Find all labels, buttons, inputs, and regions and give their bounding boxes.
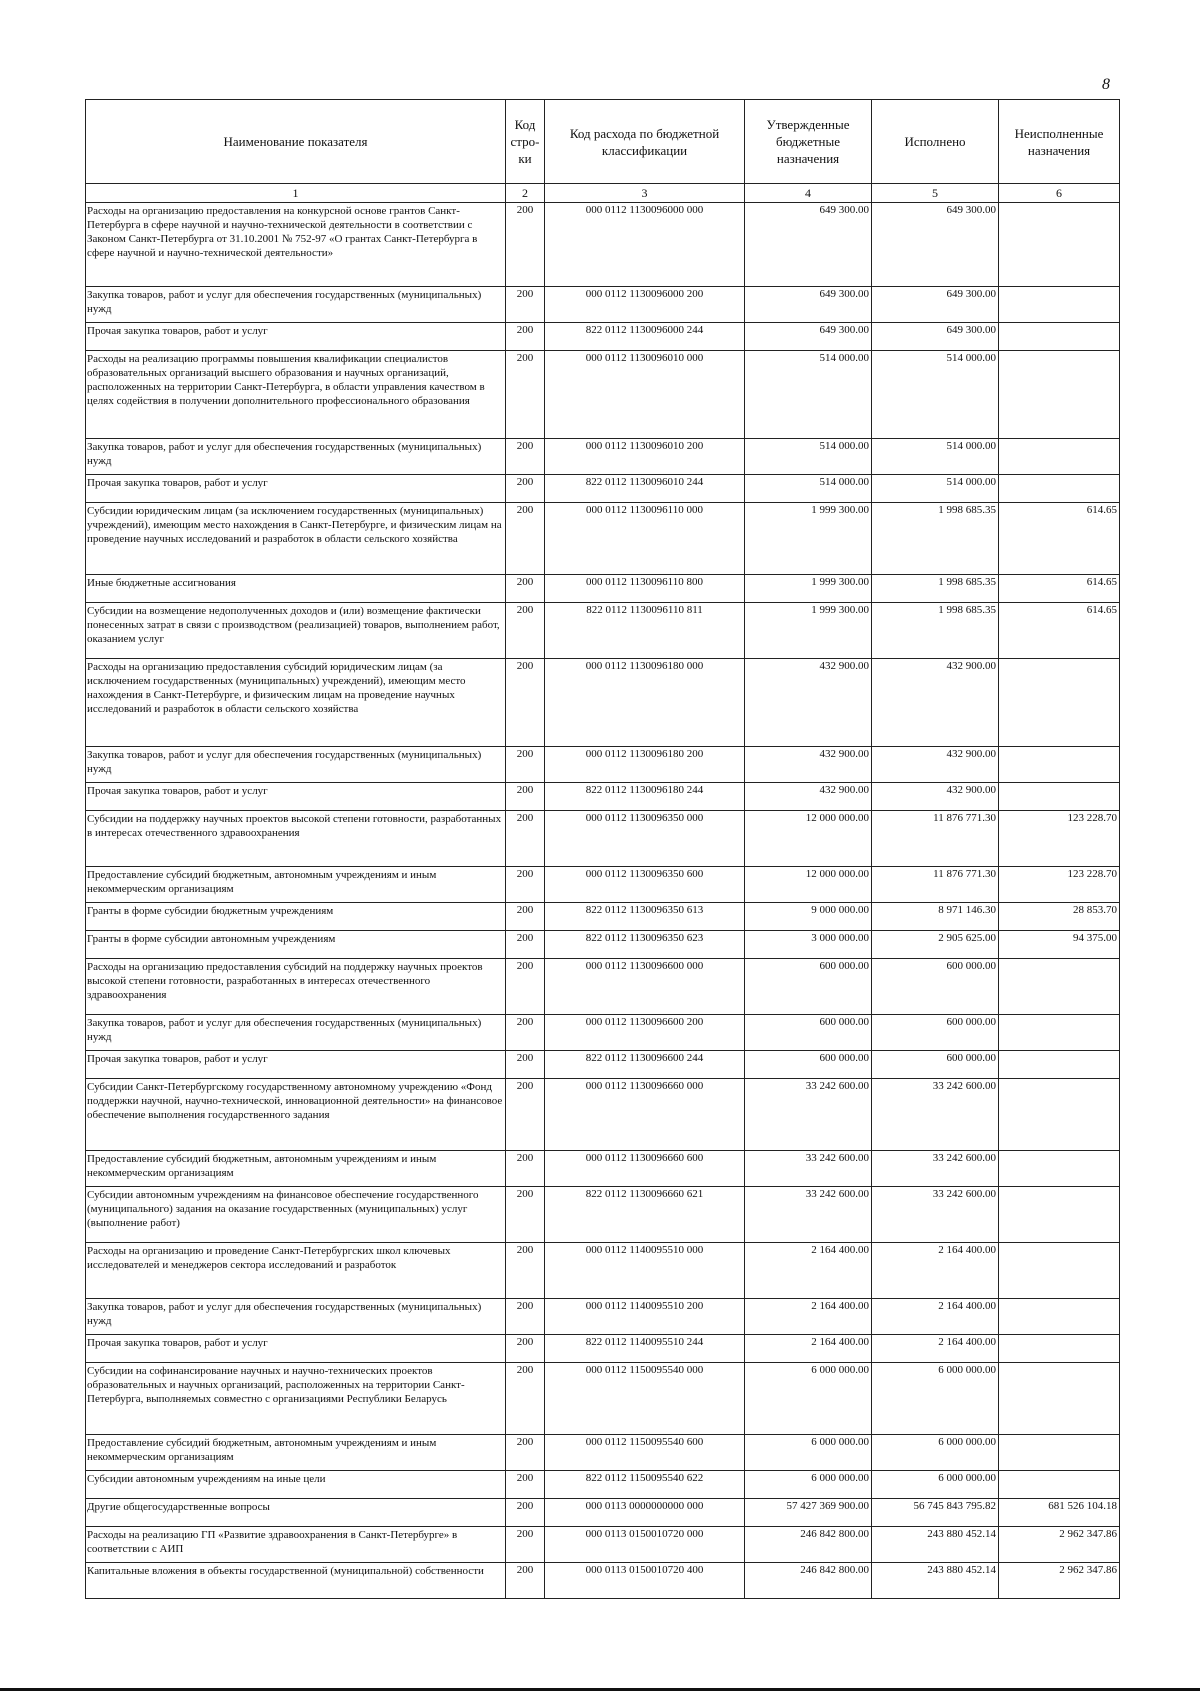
- expense-code: 822 0112 1130096010 244: [545, 475, 745, 503]
- executed-amount: 6 000 000.00: [872, 1363, 999, 1435]
- expense-code: 000 0113 0150010720 400: [545, 1563, 745, 1599]
- table-row: [86, 1527, 1120, 1563]
- expense-code: 822 0112 1140095510 244: [545, 1335, 745, 1363]
- unexecuted-amount: 2 962 347.86: [999, 1527, 1120, 1563]
- table-row: [86, 959, 1120, 1015]
- row-name: Иные бюджетные ассигнования: [86, 575, 506, 603]
- row-name: Субсидии автономным учреждениям на иные цели: [86, 1471, 506, 1499]
- row-name: Субсидии на софинансирование научных и научно-технических проектов образовательных и научных организаций, расположенных на территории Санкт-Петербурга, выполняемых совместно с организациями Республики Беларусь: [86, 1363, 506, 1435]
- unexecuted-amount: 614.65: [999, 503, 1120, 575]
- row-name: Прочая закупка товаров, работ и услуг: [86, 1051, 506, 1079]
- expense-code: 822 0112 1130096110 811: [545, 603, 745, 659]
- unexecuted-amount: [999, 475, 1120, 503]
- table-row: [86, 867, 1120, 903]
- approved-amount: 514 000.00: [745, 439, 872, 475]
- approved-amount: 33 242 600.00: [745, 1151, 872, 1187]
- unexecuted-amount: [999, 1015, 1120, 1051]
- expense-code: 000 0112 1140095510 200: [545, 1299, 745, 1335]
- approved-amount: 600 000.00: [745, 1051, 872, 1079]
- row-name: Субсидии Санкт-Петербургскому государственному автономному учреждению «Фонд поддержки научной, научно-технической, инновационной деятельности» на финансовое обеспечение выполнения государственного задания: [86, 1079, 506, 1151]
- expense-code: 822 0112 1130096600 244: [545, 1051, 745, 1079]
- budget-execution-table: [85, 99, 1120, 1599]
- row-code: 200: [506, 1079, 545, 1151]
- row-name: Прочая закупка товаров, работ и услуг: [86, 1335, 506, 1363]
- table-row: [86, 1243, 1120, 1299]
- executed-amount: 6 000 000.00: [872, 1471, 999, 1499]
- row-code: 200: [506, 1243, 545, 1299]
- row-name: Капитальные вложения в объекты государственной (муниципальной) собственности: [86, 1563, 506, 1599]
- column-number: 5: [872, 184, 999, 203]
- approved-amount: 600 000.00: [745, 1015, 872, 1051]
- expense-code: 822 0112 1130096000 244: [545, 323, 745, 351]
- unexecuted-amount: [999, 959, 1120, 1015]
- approved-amount: 33 242 600.00: [745, 1187, 872, 1243]
- table-body: [86, 203, 1120, 1599]
- unexecuted-amount: [999, 783, 1120, 811]
- expense-code: 000 0112 1130096180 000: [545, 659, 745, 747]
- expense-code: 000 0112 1150095540 000: [545, 1363, 745, 1435]
- row-name: Расходы на организацию предоставления субсидий юридическим лицам (за исключением государственных (муниципальных) учреждений), имеющим место нахождения в Санкт-Петербурге, и физическим лицам на проведение научных исследований и разработок в области сельского хозяйства: [86, 659, 506, 747]
- approved-amount: 33 242 600.00: [745, 1079, 872, 1151]
- row-code: 200: [506, 1015, 545, 1051]
- executed-amount: 2 905 625.00: [872, 931, 999, 959]
- row-name: Прочая закупка товаров, работ и услуг: [86, 475, 506, 503]
- row-code: 200: [506, 747, 545, 783]
- table-row: [86, 1563, 1120, 1599]
- table-row: [86, 903, 1120, 931]
- table-row: [86, 931, 1120, 959]
- row-name: Расходы на организацию предоставления на конкурсной основе грантов Санкт-Петербурга в сфере научной и научно-технической деятельности в соответствии с Законом Санкт-Петербурга от 31.10.2001 № 752-97 «О грантах Санкт-Петербурга в сфере научной и научно-технической деятельности»: [86, 203, 506, 287]
- unexecuted-amount: [999, 1243, 1120, 1299]
- row-name: Предоставление субсидий бюджетным, автономным учреждениям и иным некоммерческим организациям: [86, 1435, 506, 1471]
- executed-amount: 2 164 400.00: [872, 1299, 999, 1335]
- row-code: 200: [506, 351, 545, 439]
- row-name: Закупка товаров, работ и услуг для обеспечения государственных (муниципальных) нужд: [86, 439, 506, 475]
- approved-amount: 12 000 000.00: [745, 811, 872, 867]
- expense-code: 000 0113 0000000000 000: [545, 1499, 745, 1527]
- column-number: 2: [506, 184, 545, 203]
- executed-amount: 243 880 452.14: [872, 1527, 999, 1563]
- executed-amount: 11 876 771.30: [872, 811, 999, 867]
- approved-amount: 1 999 300.00: [745, 503, 872, 575]
- unexecuted-amount: 28 853.70: [999, 903, 1120, 931]
- table-row: [86, 1363, 1120, 1435]
- executed-amount: 8 971 146.30: [872, 903, 999, 931]
- row-code: 200: [506, 1363, 545, 1435]
- executed-amount: 56 745 843 795.82: [872, 1499, 999, 1527]
- unexecuted-amount: [999, 287, 1120, 323]
- unexecuted-amount: 2 962 347.86: [999, 1563, 1120, 1599]
- approved-amount: 1 999 300.00: [745, 575, 872, 603]
- unexecuted-amount: [999, 1079, 1120, 1151]
- expense-code: 000 0112 1130096110 000: [545, 503, 745, 575]
- expense-code: 000 0112 1130096180 200: [545, 747, 745, 783]
- table-row: [86, 1079, 1120, 1151]
- unexecuted-amount: 94 375.00: [999, 931, 1120, 959]
- table-row: [86, 1471, 1120, 1499]
- row-name: Закупка товаров, работ и услуг для обеспечения государственных (муниципальных) нужд: [86, 747, 506, 783]
- executed-amount: 2 164 400.00: [872, 1243, 999, 1299]
- expense-code: 822 0112 1130096660 621: [545, 1187, 745, 1243]
- approved-amount: 649 300.00: [745, 287, 872, 323]
- expense-code: 822 0112 1130096350 623: [545, 931, 745, 959]
- row-name: Субсидии на возмещение недополученных доходов и (или) возмещение фактически понесенных затрат в связи с производством (реализацией) товаров, выполнением работ, оказанием услуг: [86, 603, 506, 659]
- executed-amount: 514 000.00: [872, 475, 999, 503]
- expense-code: 000 0112 1130096660 600: [545, 1151, 745, 1187]
- executed-amount: 600 000.00: [872, 1015, 999, 1051]
- table-row: [86, 1051, 1120, 1079]
- row-name: Закупка товаров, работ и услуг для обеспечения государственных (муниципальных) нужд: [86, 1015, 506, 1051]
- executed-amount: 1 998 685.35: [872, 503, 999, 575]
- row-code: 200: [506, 1335, 545, 1363]
- column-number: 1: [86, 184, 506, 203]
- row-name: Субсидии на поддержку научных проектов высокой степени готовности, разработанных в интересах отечественного здравоохранения: [86, 811, 506, 867]
- row-code: 200: [506, 1471, 545, 1499]
- expense-code: 000 0112 1150095540 600: [545, 1435, 745, 1471]
- approved-amount: 2 164 400.00: [745, 1335, 872, 1363]
- table-row: [86, 1499, 1120, 1527]
- executed-amount: 432 900.00: [872, 747, 999, 783]
- unexecuted-amount: 614.65: [999, 603, 1120, 659]
- row-code: 200: [506, 1051, 545, 1079]
- header-row-code: Код стро-ки: [506, 100, 545, 184]
- executed-amount: 1 998 685.35: [872, 575, 999, 603]
- table-row: [86, 575, 1120, 603]
- approved-amount: 3 000 000.00: [745, 931, 872, 959]
- approved-amount: 6 000 000.00: [745, 1471, 872, 1499]
- row-code: 200: [506, 439, 545, 475]
- unexecuted-amount: [999, 659, 1120, 747]
- row-code: 200: [506, 1435, 545, 1471]
- row-name: Прочая закупка товаров, работ и услуг: [86, 783, 506, 811]
- table-row: [86, 1435, 1120, 1471]
- executed-amount: 514 000.00: [872, 439, 999, 475]
- unexecuted-amount: [999, 323, 1120, 351]
- row-code: 200: [506, 867, 545, 903]
- executed-amount: 6 000 000.00: [872, 1435, 999, 1471]
- row-name: Гранты в форме субсидии бюджетным учреждениям: [86, 903, 506, 931]
- row-name: Закупка товаров, работ и услуг для обеспечения государственных (муниципальных) нужд: [86, 287, 506, 323]
- table-row: [86, 747, 1120, 783]
- row-code: 200: [506, 287, 545, 323]
- row-code: 200: [506, 1299, 545, 1335]
- executed-amount: 11 876 771.30: [872, 867, 999, 903]
- unexecuted-amount: 123 228.70: [999, 867, 1120, 903]
- row-code: 200: [506, 575, 545, 603]
- executed-amount: 600 000.00: [872, 959, 999, 1015]
- table-header: [86, 100, 1120, 203]
- executed-amount: 432 900.00: [872, 783, 999, 811]
- expense-code: 000 0112 1130096010 200: [545, 439, 745, 475]
- row-code: 200: [506, 323, 545, 351]
- row-name: Субсидии юридическим лицам (за исключением государственных (муниципальных) учреждений), имеющим место нахождения в Санкт-Петербурге, и физическим лицам на проведение научных исследований и разработок в области сельского хозяйства: [86, 503, 506, 575]
- approved-amount: 57 427 369 900.00: [745, 1499, 872, 1527]
- approved-amount: 12 000 000.00: [745, 867, 872, 903]
- executed-amount: 649 300.00: [872, 203, 999, 287]
- row-code: 200: [506, 811, 545, 867]
- approved-amount: 649 300.00: [745, 203, 872, 287]
- executed-amount: 600 000.00: [872, 1051, 999, 1079]
- unexecuted-amount: 614.65: [999, 575, 1120, 603]
- row-code: 200: [506, 659, 545, 747]
- executed-amount: 649 300.00: [872, 287, 999, 323]
- page-number: 8: [1102, 76, 1110, 93]
- approved-amount: 2 164 400.00: [745, 1299, 872, 1335]
- approved-amount: 432 900.00: [745, 747, 872, 783]
- table-row: [86, 351, 1120, 439]
- row-name: Расходы на организацию предоставления субсидий на поддержку научных проектов высокой степени готовности, разработанных в интересах отечественного здравоохранения: [86, 959, 506, 1015]
- executed-amount: 243 880 452.14: [872, 1563, 999, 1599]
- executed-amount: 649 300.00: [872, 323, 999, 351]
- row-code: 200: [506, 1527, 545, 1563]
- unexecuted-amount: [999, 747, 1120, 783]
- table-row: [86, 475, 1120, 503]
- row-name: Закупка товаров, работ и услуг для обеспечения государственных (муниципальных) нужд: [86, 1299, 506, 1335]
- table-row: [86, 503, 1120, 575]
- column-number: 4: [745, 184, 872, 203]
- budget-execution-table-wrap: [85, 99, 1119, 1599]
- executed-amount: 1 998 685.35: [872, 603, 999, 659]
- row-name: Предоставление субсидий бюджетным, автономным учреждениям и иным некоммерческим организациям: [86, 867, 506, 903]
- row-code: 200: [506, 959, 545, 1015]
- approved-amount: 246 842 800.00: [745, 1563, 872, 1599]
- unexecuted-amount: [999, 1335, 1120, 1363]
- row-code: 200: [506, 1151, 545, 1187]
- unexecuted-amount: [999, 351, 1120, 439]
- approved-amount: 2 164 400.00: [745, 1243, 872, 1299]
- expense-code: 822 0112 1150095540 622: [545, 1471, 745, 1499]
- bottom-rule: [0, 1688, 1200, 1691]
- column-number: 6: [999, 184, 1120, 203]
- approved-amount: 1 999 300.00: [745, 603, 872, 659]
- unexecuted-amount: [999, 1471, 1120, 1499]
- table-row: [86, 203, 1120, 287]
- expense-code: 000 0112 1130096350 000: [545, 811, 745, 867]
- expense-code: 000 0113 0150010720 000: [545, 1527, 745, 1563]
- table-row: [86, 603, 1120, 659]
- executed-amount: 33 242 600.00: [872, 1187, 999, 1243]
- approved-amount: 649 300.00: [745, 323, 872, 351]
- row-code: 200: [506, 475, 545, 503]
- executed-amount: 514 000.00: [872, 351, 999, 439]
- header-indicator-name: Наименование показателя: [86, 100, 506, 184]
- expense-code: 000 0112 1130096350 600: [545, 867, 745, 903]
- row-code: 200: [506, 783, 545, 811]
- table-row: [86, 1299, 1120, 1335]
- table-row: [86, 323, 1120, 351]
- row-code: 200: [506, 603, 545, 659]
- unexecuted-amount: 123 228.70: [999, 811, 1120, 867]
- row-code: 200: [506, 1187, 545, 1243]
- unexecuted-amount: [999, 1435, 1120, 1471]
- approved-amount: 514 000.00: [745, 351, 872, 439]
- expense-code: 000 0112 1130096600 200: [545, 1015, 745, 1051]
- expense-code: 822 0112 1130096180 244: [545, 783, 745, 811]
- row-code: 200: [506, 1499, 545, 1527]
- expense-code: 000 0112 1130096600 000: [545, 959, 745, 1015]
- executed-amount: 33 242 600.00: [872, 1079, 999, 1151]
- header-unexecuted: Неисполненные назначения: [999, 100, 1120, 184]
- approved-amount: 514 000.00: [745, 475, 872, 503]
- header-approved: Утвержденные бюджетные назначения: [745, 100, 872, 184]
- expense-code: 000 0112 1140095510 000: [545, 1243, 745, 1299]
- row-name: Другие общегосударственные вопросы: [86, 1499, 506, 1527]
- row-code: 200: [506, 903, 545, 931]
- expense-code: 000 0112 1130096110 800: [545, 575, 745, 603]
- unexecuted-amount: [999, 203, 1120, 287]
- expense-code: 000 0112 1130096010 000: [545, 351, 745, 439]
- expense-code: 000 0112 1130096000 200: [545, 287, 745, 323]
- row-name: Расходы на реализацию ГП «Развитие здравоохранения в Санкт-Петербурге» в соответствии с АИП: [86, 1527, 506, 1563]
- unexecuted-amount: [999, 1187, 1120, 1243]
- row-code: 200: [506, 203, 545, 287]
- approved-amount: 246 842 800.00: [745, 1527, 872, 1563]
- table-row: [86, 811, 1120, 867]
- unexecuted-amount: [999, 1299, 1120, 1335]
- row-name: Прочая закупка товаров, работ и услуг: [86, 323, 506, 351]
- row-name: Предоставление субсидий бюджетным, автономным учреждениям и иным некоммерческим организациям: [86, 1151, 506, 1187]
- approved-amount: 432 900.00: [745, 783, 872, 811]
- row-code: 200: [506, 931, 545, 959]
- table-row: [86, 439, 1120, 475]
- executed-amount: 33 242 600.00: [872, 1151, 999, 1187]
- unexecuted-amount: [999, 439, 1120, 475]
- executed-amount: 432 900.00: [872, 659, 999, 747]
- approved-amount: 9 000 000.00: [745, 903, 872, 931]
- row-name: Гранты в форме субсидии автономным учреждениям: [86, 931, 506, 959]
- table-row: [86, 1151, 1120, 1187]
- expense-code: 822 0112 1130096350 613: [545, 903, 745, 931]
- approved-amount: 6 000 000.00: [745, 1435, 872, 1471]
- row-name: Расходы на организацию и проведение Санкт-Петербургских школ ключевых исследователей и менеджеров сектора исследований и разработок: [86, 1243, 506, 1299]
- header-expense-code: Код расхода по бюджетной классификации: [545, 100, 745, 184]
- row-code: 200: [506, 1563, 545, 1599]
- table-row: [86, 287, 1120, 323]
- executed-amount: 2 164 400.00: [872, 1335, 999, 1363]
- approved-amount: 432 900.00: [745, 659, 872, 747]
- table-row: [86, 783, 1120, 811]
- approved-amount: 6 000 000.00: [745, 1363, 872, 1435]
- row-name: Расходы на реализацию программы повышения квалификации специалистов образовательных организаций высшего образования и научных организаций, расположенных на территории Санкт-Петербурга, в области управления качеством в целях содействия в получении дополнительного профессионального образования: [86, 351, 506, 439]
- table-row: [86, 1187, 1120, 1243]
- column-numbers-row: [86, 184, 1120, 203]
- table-row: [86, 1015, 1120, 1051]
- table-row: [86, 659, 1120, 747]
- row-code: 200: [506, 503, 545, 575]
- expense-code: 000 0112 1130096000 000: [545, 203, 745, 287]
- unexecuted-amount: [999, 1151, 1120, 1187]
- unexecuted-amount: [999, 1051, 1120, 1079]
- approved-amount: 600 000.00: [745, 959, 872, 1015]
- column-number: 3: [545, 184, 745, 203]
- table-row: [86, 1335, 1120, 1363]
- unexecuted-amount: 681 526 104.18: [999, 1499, 1120, 1527]
- header-executed: Исполнено: [872, 100, 999, 184]
- expense-code: 000 0112 1130096660 000: [545, 1079, 745, 1151]
- row-name: Субсидии автономным учреждениям на финансовое обеспечение государственного (муниципального) задания на оказание государственных (муниципальных) услуг (выполнение работ): [86, 1187, 506, 1243]
- unexecuted-amount: [999, 1363, 1120, 1435]
